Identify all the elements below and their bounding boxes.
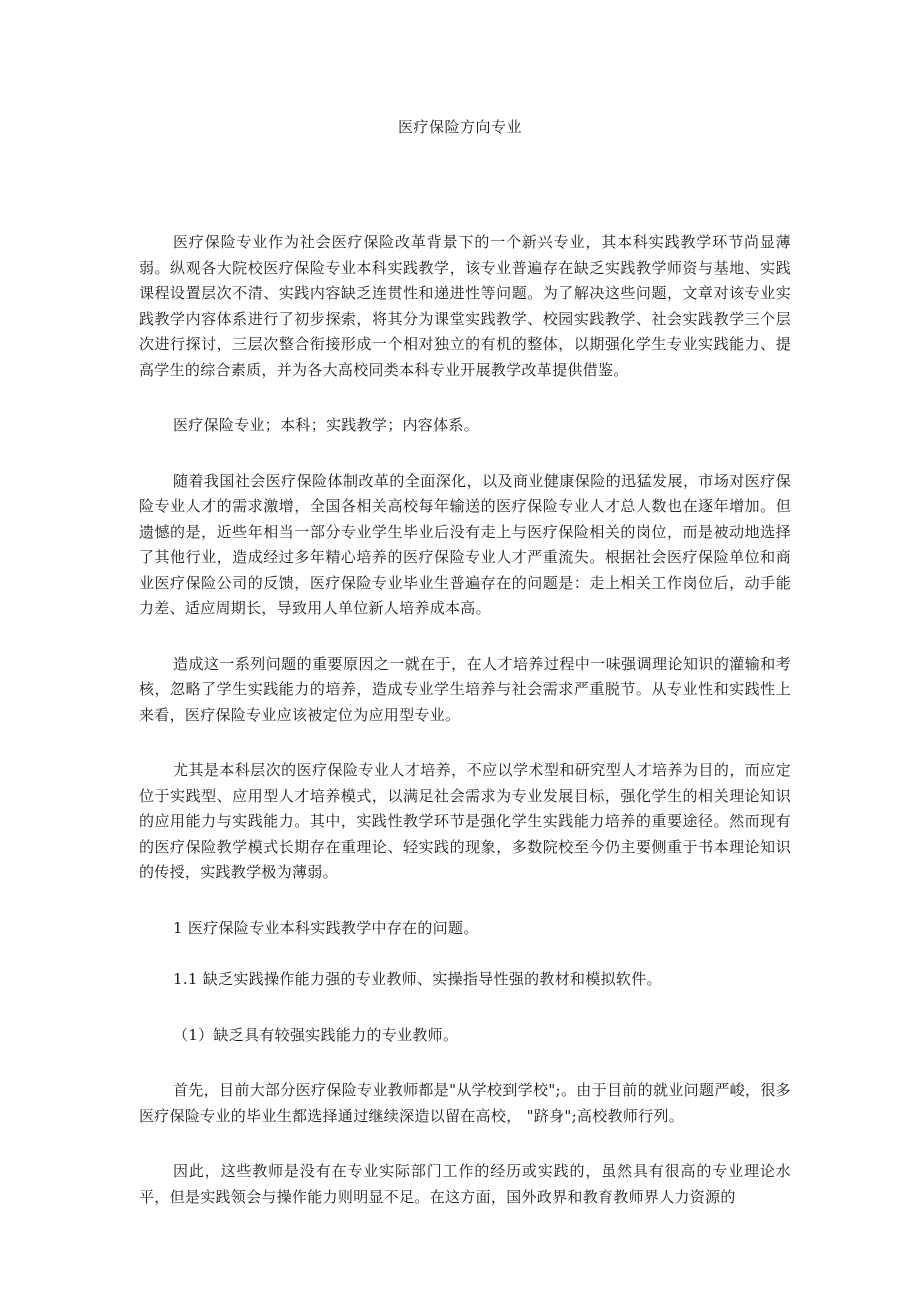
first-point-paragraph: 首先，目前大部分医疗保险专业教师都是"从学校到学校";。由于目前的就业问题严峻，很多医疗保险专业的毕业生都选择通过继续深造以留在高校， "跻身";高校教师行列。 xyxy=(139,1081,791,1125)
list-item-1: （1）缺乏具有较强实践能力的专业教师。 xyxy=(173,1025,459,1044)
abstract-paragraph: 医疗保险专业作为社会医疗保险改革背景下的一个新兴专业，其本科实践教学环节尚显薄弱。纵观各大院校医疗保险专业本科实践教学，该专业普遍存在缺乏实践教学师资与基地、实践课程设置层次不清、实践内容缺乏连贯性和递进性等问题。为了解决这些问题，文章对该专业实践教学内容体系进行了初步探索，将其分为课堂实践教学、校园实践教学、社会实践教学三个层次进行探讨，三层次整合衔接形成一个相对独立的有机的整体，以期强化学生专业实践能力、提高学生的综合素质，并为各大高校同类本科专业开展教学改革提供借鉴。 xyxy=(139,233,791,379)
document-title: 医疗保险方向专业 xyxy=(397,118,522,136)
intro-paragraph: 随着我国社会医疗保险体制改革的全面深化，以及商业健康保险的迅猛发展，市场对医疗保险专业人才的需求激增，全国各相关高校每年输送的医疗保险专业人才总人数也在逐年增加。但遗憾的是，近些年相当一部分专业学生毕业后没有走上与医疗保险相关的岗位，而是被动地选择了其他行业，造成经过多年精心培养的医疗保险专业人才严重流失。根据社会医疗保险单位和商业医疗保险公司的反馈，医疗保险专业毕业生普遍存在的问题是：走上相关工作岗位后，动手能力差、适应周期长，导致用人单位新人培养成本高。 xyxy=(139,471,791,617)
keywords-paragraph: 医疗保险专业；本科；实践教学；内容体系。 xyxy=(173,416,480,434)
document-body xyxy=(139,230,791,1240)
positioning-paragraph: 尤其是本科层次的医疗保险专业人才培养，不应以学术型和研究型人才培养为目的，而应定位于实践型、应用型人才培养模式，以满足社会需求为专业发展目标，强化学生的相关理论知识的应用能力与实践能力。其中，实践性教学环节是强化学生实践能力培养的重要途径。然而现有的医疗保险教学模式长期存在重理论、轻实践的现象，多数院校至今仍主要侧重于书本理论知识的传授，实践教学极为薄弱。 xyxy=(139,761,791,881)
cause-paragraph: 造成这一系列问题的重要原因之一就在于，在人才培养过程中一味强调理论知识的灌输和考核，忽略了学生实践能力的培养，造成专业学生培养与社会需求严重脱节。从专业性和实践性上来看，医疗保险专业应该被定位为应用型专业。 xyxy=(139,654,791,724)
therefore-paragraph: 因此，这些教师是没有在专业实际部门工作的经历或实践的，虽然具有很高的专业理论水平，但是实践领会与操作能力则明显不足。在这方面，国外政界和教育教师界人力资源的 xyxy=(139,1162,791,1206)
section-heading-1: 1 医疗保险专业本科实践教学中存在的问题。 xyxy=(173,918,479,937)
section-heading-1-1: 1.1 缺乏实践操作能力强的专业教师、实操指导性强的教材和模拟软件。 xyxy=(173,970,662,988)
